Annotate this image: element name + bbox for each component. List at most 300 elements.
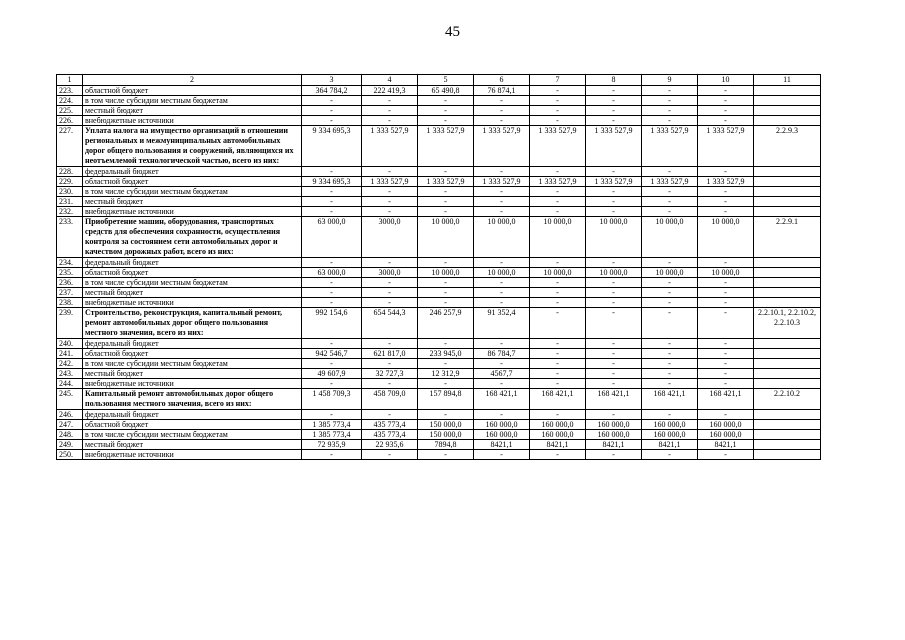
row-number-cell: 240. (57, 339, 83, 349)
value-cell: - (418, 116, 474, 126)
description-cell: местный бюджет (83, 106, 302, 116)
value-cell: - (302, 116, 362, 126)
value-cell: - (474, 359, 530, 369)
row-number-cell: 246. (57, 410, 83, 420)
measure-code-cell (754, 359, 821, 369)
measure-code-cell (754, 197, 821, 207)
value-cell: 10 000,0 (586, 268, 642, 278)
value-cell: 160 000,0 (642, 430, 698, 440)
value-cell: 1 333 527,9 (530, 177, 586, 187)
value-cell: - (698, 106, 754, 116)
value-cell: - (474, 298, 530, 308)
value-cell: - (642, 359, 698, 369)
header-cell: 6 (474, 75, 530, 86)
value-cell: - (418, 258, 474, 268)
value-cell: 10 000,0 (642, 268, 698, 278)
row-number-cell: 247. (57, 420, 83, 430)
value-cell: - (586, 308, 642, 339)
value-cell: - (362, 197, 418, 207)
value-cell: - (530, 96, 586, 106)
value-cell: - (530, 116, 586, 126)
value-cell: 10 000,0 (586, 217, 642, 258)
value-cell: - (474, 258, 530, 268)
value-cell: - (362, 167, 418, 177)
value-cell: - (698, 96, 754, 106)
measure-code-cell (754, 369, 821, 379)
value-cell: - (302, 197, 362, 207)
row-number-cell: 239. (57, 308, 83, 339)
value-cell: 1 333 527,9 (698, 126, 754, 167)
value-cell: - (362, 359, 418, 369)
table-row (57, 187, 821, 197)
value-cell: - (530, 258, 586, 268)
value-cell: 1 333 527,9 (530, 126, 586, 167)
header-cell: 9 (642, 75, 698, 86)
table-row (57, 389, 821, 410)
value-cell: 1 333 527,9 (586, 177, 642, 187)
value-cell: - (586, 369, 642, 379)
value-cell: 168 421,1 (642, 389, 698, 410)
value-cell: 10 000,0 (530, 268, 586, 278)
table-row (57, 379, 821, 389)
value-cell: 160 000,0 (530, 430, 586, 440)
measure-code-cell (754, 187, 821, 197)
value-cell: - (362, 450, 418, 460)
row-number-cell: 230. (57, 187, 83, 197)
value-cell: 10 000,0 (418, 217, 474, 258)
table-row (57, 258, 821, 268)
value-cell: - (698, 298, 754, 308)
value-cell: - (642, 207, 698, 217)
value-cell: - (698, 450, 754, 460)
value-cell: - (642, 308, 698, 339)
value-cell: 63 000,0 (302, 268, 362, 278)
value-cell: 3000,0 (362, 217, 418, 258)
value-cell: - (698, 369, 754, 379)
value-cell: - (642, 278, 698, 288)
value-cell: - (530, 298, 586, 308)
value-cell: - (530, 410, 586, 420)
measure-code-cell (754, 298, 821, 308)
description-cell: федеральный бюджет (83, 339, 302, 349)
value-cell: - (530, 197, 586, 207)
value-cell: 10 000,0 (642, 217, 698, 258)
row-number-cell: 243. (57, 369, 83, 379)
measure-code-cell: 2.2.10.2 (754, 389, 821, 410)
value-cell: 654 544,3 (362, 308, 418, 339)
value-cell: - (530, 359, 586, 369)
value-cell: 150 000,0 (418, 420, 474, 430)
description-cell: местный бюджет (83, 197, 302, 207)
row-number-cell: 224. (57, 96, 83, 106)
value-cell: - (474, 278, 530, 288)
value-cell: - (302, 167, 362, 177)
value-cell: - (698, 207, 754, 217)
table-row (57, 410, 821, 420)
row-number-cell: 235. (57, 268, 83, 278)
measure-code-cell (754, 106, 821, 116)
value-cell: - (418, 187, 474, 197)
value-cell: 10 000,0 (474, 268, 530, 278)
value-cell: - (586, 187, 642, 197)
table-row (57, 126, 821, 167)
description-cell: областной бюджет (83, 349, 302, 359)
value-cell: - (474, 207, 530, 217)
header-cell: 10 (698, 75, 754, 86)
value-cell: - (642, 369, 698, 379)
table-row (57, 116, 821, 126)
value-cell: - (642, 450, 698, 460)
row-number-cell: 250. (57, 450, 83, 460)
measure-code-cell (754, 268, 821, 278)
description-cell: местный бюджет (83, 369, 302, 379)
table-row (57, 278, 821, 288)
measure-code-cell (754, 440, 821, 450)
value-cell: 1 333 527,9 (642, 177, 698, 187)
value-cell: - (586, 106, 642, 116)
measure-code-cell (754, 167, 821, 177)
measure-code-cell (754, 278, 821, 288)
value-cell: 160 000,0 (474, 430, 530, 440)
value-cell: - (586, 379, 642, 389)
row-number-cell: 232. (57, 207, 83, 217)
value-cell: 1 333 527,9 (642, 126, 698, 167)
value-cell: - (362, 187, 418, 197)
value-cell: - (530, 187, 586, 197)
description-cell: областной бюджет (83, 268, 302, 278)
value-cell: - (474, 410, 530, 420)
value-cell: - (302, 450, 362, 460)
row-number-cell: 244. (57, 379, 83, 389)
table-row (57, 177, 821, 187)
table-row (57, 420, 821, 430)
measure-code-cell (754, 86, 821, 96)
header-cell: 5 (418, 75, 474, 86)
measure-code-cell (754, 177, 821, 187)
value-cell: - (642, 349, 698, 359)
value-cell: - (302, 288, 362, 298)
value-cell: - (362, 379, 418, 389)
table-row (57, 288, 821, 298)
value-cell: - (530, 379, 586, 389)
value-cell: - (474, 288, 530, 298)
row-number-cell: 231. (57, 197, 83, 207)
value-cell: - (418, 359, 474, 369)
value-cell: - (302, 258, 362, 268)
value-cell: - (530, 167, 586, 177)
value-cell: 1 385 773,4 (302, 430, 362, 440)
description-cell: в том числе субсидии местным бюджетам (83, 278, 302, 288)
value-cell: - (698, 288, 754, 298)
value-cell: - (474, 197, 530, 207)
measure-code-cell: 2.2.10.1, 2.2.10.2, 2.2.10.3 (754, 308, 821, 339)
measure-code-cell (754, 116, 821, 126)
table-row (57, 106, 821, 116)
value-cell: - (362, 288, 418, 298)
value-cell: 942 546,7 (302, 349, 362, 359)
value-cell: 992 154,6 (302, 308, 362, 339)
table-row (57, 86, 821, 96)
table-row (57, 167, 821, 177)
measure-code-cell (754, 379, 821, 389)
measure-code-cell: 2.2.9.1 (754, 217, 821, 258)
value-cell: 63 000,0 (302, 217, 362, 258)
description-cell: в том числе субсидии местным бюджетам (83, 96, 302, 106)
value-cell: 1 333 527,9 (586, 126, 642, 167)
table-row (57, 349, 821, 359)
value-cell: - (362, 339, 418, 349)
description-cell: Приобретение машин, оборудования, транспортных средств для обеспечения сохранности, осуществления контроля за состоянием сети автомобильных дорог и качеством дорожных работ, всего из них: (83, 217, 302, 258)
header-row (57, 75, 821, 86)
value-cell: - (302, 298, 362, 308)
description-cell: областной бюджет (83, 86, 302, 96)
measure-code-cell (754, 349, 821, 359)
value-cell: - (418, 288, 474, 298)
value-cell: - (642, 106, 698, 116)
value-cell: - (642, 258, 698, 268)
row-number-cell: 238. (57, 298, 83, 308)
value-cell: - (586, 349, 642, 359)
value-cell: 10 000,0 (530, 217, 586, 258)
value-cell: - (642, 116, 698, 126)
value-cell: 1 333 527,9 (418, 177, 474, 187)
value-cell: - (474, 116, 530, 126)
value-cell: 72 935,9 (302, 440, 362, 450)
value-cell: - (530, 349, 586, 359)
value-cell: - (418, 106, 474, 116)
description-cell: в том числе субсидии местным бюджетам (83, 187, 302, 197)
value-cell: 8421,1 (474, 440, 530, 450)
value-cell: 91 352,4 (474, 308, 530, 339)
value-cell: - (362, 298, 418, 308)
value-cell: - (362, 96, 418, 106)
measure-code-cell (754, 410, 821, 420)
value-cell: 1 333 527,9 (418, 126, 474, 167)
value-cell: - (698, 187, 754, 197)
value-cell: - (586, 207, 642, 217)
value-cell: 160 000,0 (698, 420, 754, 430)
value-cell: 621 817,0 (362, 349, 418, 359)
value-cell: - (698, 379, 754, 389)
description-cell: Уплата налога на имущество организаций в отношении региональных и межмуниципальных автомобильных дорог общего пользования и сооружений, являющихся их неотъемлемой технологической частью, всего из них: (83, 126, 302, 167)
value-cell: - (418, 339, 474, 349)
value-cell: - (474, 96, 530, 106)
value-cell: 435 773,4 (362, 420, 418, 430)
value-cell: - (474, 167, 530, 177)
budget-table-body (57, 75, 821, 460)
value-cell: - (586, 450, 642, 460)
value-cell: - (586, 86, 642, 96)
value-cell: - (586, 410, 642, 420)
measure-code-cell (754, 420, 821, 430)
value-cell: 233 945,0 (418, 349, 474, 359)
value-cell: - (418, 96, 474, 106)
header-cell: 4 (362, 75, 418, 86)
measure-code-cell: 2.2.9.3 (754, 126, 821, 167)
value-cell: - (362, 116, 418, 126)
value-cell: 9 334 695,3 (302, 177, 362, 187)
value-cell: - (642, 96, 698, 106)
value-cell: - (302, 359, 362, 369)
value-cell: 1 333 527,9 (362, 177, 418, 187)
row-number-cell: 227. (57, 126, 83, 167)
value-cell: - (642, 339, 698, 349)
table-row (57, 197, 821, 207)
value-cell: 10 000,0 (698, 268, 754, 278)
value-cell: 10 000,0 (698, 217, 754, 258)
value-cell: - (418, 450, 474, 460)
value-cell: - (586, 278, 642, 288)
value-cell: - (642, 86, 698, 96)
value-cell: 76 874,1 (474, 86, 530, 96)
value-cell: 150 000,0 (418, 430, 474, 440)
value-cell: - (362, 278, 418, 288)
table-row (57, 217, 821, 258)
value-cell: 157 894,8 (418, 389, 474, 410)
description-cell: внебюджетные источники (83, 298, 302, 308)
table-row (57, 339, 821, 349)
value-cell: 1 385 773,4 (302, 420, 362, 430)
row-number-cell: 237. (57, 288, 83, 298)
value-cell: 22 935,6 (362, 440, 418, 450)
description-cell: Строительство, реконструкция, капитальный ремонт, ремонт автомобильных дорог общего пользования местного значения, всего из них: (83, 308, 302, 339)
value-cell: - (474, 379, 530, 389)
table-row (57, 268, 821, 278)
value-cell: - (642, 197, 698, 207)
value-cell: 168 421,1 (698, 389, 754, 410)
value-cell: - (418, 167, 474, 177)
value-cell: - (418, 379, 474, 389)
row-number-cell: 242. (57, 359, 83, 369)
value-cell: 8421,1 (642, 440, 698, 450)
value-cell: - (586, 359, 642, 369)
value-cell: 8421,1 (530, 440, 586, 450)
value-cell: - (698, 258, 754, 268)
value-cell: 10 000,0 (474, 217, 530, 258)
description-cell: федеральный бюджет (83, 258, 302, 268)
value-cell: - (302, 96, 362, 106)
measure-code-cell (754, 258, 821, 268)
measure-code-cell (754, 339, 821, 349)
value-cell: - (586, 96, 642, 106)
value-cell: - (302, 187, 362, 197)
value-cell: - (302, 207, 362, 217)
measure-code-cell (754, 288, 821, 298)
header-cell: 8 (586, 75, 642, 86)
value-cell: - (698, 359, 754, 369)
value-cell: - (530, 86, 586, 96)
description-cell: местный бюджет (83, 440, 302, 450)
value-cell: - (642, 410, 698, 420)
value-cell: 65 490,8 (418, 86, 474, 96)
value-cell: - (530, 288, 586, 298)
value-cell: 160 000,0 (474, 420, 530, 430)
value-cell: - (586, 258, 642, 268)
value-cell: - (698, 116, 754, 126)
table-row (57, 308, 821, 339)
value-cell: 168 421,1 (586, 389, 642, 410)
row-number-cell: 223. (57, 86, 83, 96)
value-cell: - (474, 450, 530, 460)
page-number: 45 (445, 24, 460, 40)
value-cell: 168 421,1 (530, 389, 586, 410)
description-cell: Капитальный ремонт автомобильных дорог общего пользования местного значения, всего из них: (83, 389, 302, 410)
value-cell: 4567,7 (474, 369, 530, 379)
budget-table (56, 74, 821, 460)
description-cell: внебюджетные источники (83, 450, 302, 460)
row-number-cell: 234. (57, 258, 83, 268)
value-cell: - (530, 369, 586, 379)
value-cell: - (642, 379, 698, 389)
description-cell: федеральный бюджет (83, 167, 302, 177)
row-number-cell: 248. (57, 430, 83, 440)
value-cell: - (418, 207, 474, 217)
value-cell: 364 784,2 (302, 86, 362, 96)
row-number-cell: 245. (57, 389, 83, 410)
value-cell: 1 458 709,3 (302, 389, 362, 410)
measure-code-cell (754, 450, 821, 460)
measure-code-cell (754, 207, 821, 217)
row-number-cell: 241. (57, 349, 83, 359)
value-cell: - (586, 197, 642, 207)
row-number-cell: 228. (57, 167, 83, 177)
value-cell: - (302, 278, 362, 288)
value-cell: - (586, 116, 642, 126)
value-cell: 160 000,0 (530, 420, 586, 430)
value-cell: 10 000,0 (418, 268, 474, 278)
value-cell: - (698, 339, 754, 349)
value-cell: - (586, 288, 642, 298)
row-number-cell: 249. (57, 440, 83, 450)
value-cell: - (698, 410, 754, 420)
value-cell: 1 333 527,9 (698, 177, 754, 187)
value-cell: - (418, 278, 474, 288)
value-cell: - (474, 106, 530, 116)
value-cell: - (362, 410, 418, 420)
value-cell: - (698, 167, 754, 177)
value-cell: 1 333 527,9 (474, 126, 530, 167)
value-cell: - (418, 197, 474, 207)
value-cell: 160 000,0 (586, 420, 642, 430)
value-cell: 222 419,3 (362, 86, 418, 96)
table-row (57, 96, 821, 106)
value-cell: - (302, 379, 362, 389)
value-cell: 160 000,0 (698, 430, 754, 440)
row-number-cell: 233. (57, 217, 83, 258)
header-cell: 2 (83, 75, 302, 86)
value-cell: - (474, 187, 530, 197)
value-cell: - (530, 278, 586, 288)
value-cell: - (362, 106, 418, 116)
description-cell: внебюджетные источники (83, 116, 302, 126)
description-cell: областной бюджет (83, 420, 302, 430)
value-cell: - (698, 197, 754, 207)
value-cell: 7894,8 (418, 440, 474, 450)
value-cell: - (698, 278, 754, 288)
value-cell: - (642, 298, 698, 308)
value-cell: 160 000,0 (586, 430, 642, 440)
description-cell: внебюджетные источники (83, 207, 302, 217)
value-cell: - (530, 308, 586, 339)
table-row (57, 430, 821, 440)
value-cell: 3000,0 (362, 268, 418, 278)
value-cell: - (586, 339, 642, 349)
header-cell: 3 (302, 75, 362, 86)
table-row (57, 359, 821, 369)
measure-code-cell (754, 96, 821, 106)
value-cell: - (302, 410, 362, 420)
value-cell: 12 312,9 (418, 369, 474, 379)
